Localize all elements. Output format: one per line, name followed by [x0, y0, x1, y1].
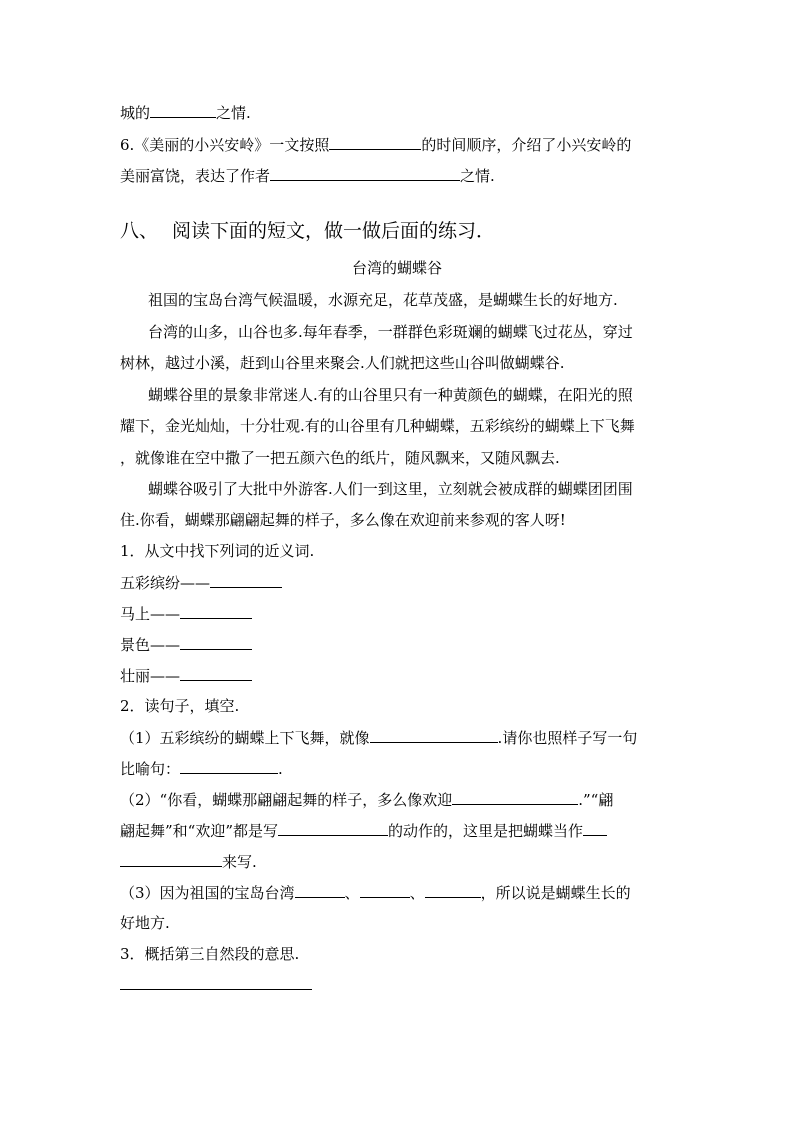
- passage-line: 耀下，金光灿灿，十分壮观.有的山谷里有几种蝴蝶，五彩缤纷的蝴蝶上下飞舞: [120, 417, 635, 435]
- fill-blank[interactable]: [180, 665, 252, 681]
- q2-line: （3）因为祖国的宝岛台湾 、 、 ，所以说是蝴蝶生长的: [120, 884, 631, 902]
- q6-line-2: 美丽富饶，表达了作者 之情.: [120, 167, 495, 185]
- fill-blank[interactable]: [270, 165, 460, 181]
- fill-blank[interactable]: [583, 820, 607, 836]
- q1-item: 五彩缤纷——: [120, 572, 282, 593]
- section-title: 阅读下面的短文，做一做后面的练习．: [172, 220, 496, 242]
- fill-blank[interactable]: [180, 758, 278, 774]
- passage-line: 祖国的宝岛台湾气候温暖，水源充足，花草茂盛，是蝴蝶生长的好地方.: [148, 291, 618, 309]
- passage-line: 住.你看，蝴蝶那翩翩起舞的样子，多么像在欢迎前来参观的客人呀!: [120, 511, 566, 529]
- q1-item: 景色——: [120, 634, 252, 655]
- q3-prompt: 3．概括第三自然段的意思.: [120, 945, 300, 963]
- q2-line: 比喻句： .: [120, 760, 283, 778]
- fill-blank[interactable]: [180, 634, 252, 650]
- q1-item: 壮丽——: [120, 665, 252, 686]
- section-number: 八、: [120, 220, 159, 242]
- q2-line: （2）“你看，蝴蝶那翩翩起舞的样子，多么像欢迎 .”“翩: [120, 791, 614, 809]
- passage-title: 台湾的蝴蝶谷: [351, 259, 442, 277]
- q5-continuation: 城的 之情.: [120, 104, 251, 122]
- fill-blank[interactable]: [180, 603, 252, 619]
- passage-line: 台湾的山多，山谷也多.每年春季，一群群色彩斑斓的蝴蝶飞过花丛，穿过: [148, 323, 633, 341]
- fill-blank[interactable]: [278, 820, 388, 836]
- fill-blank[interactable]: [425, 882, 481, 898]
- q2-line: （1）五彩缤纷的蝴蝶上下飞舞，就像 .请你也照样子写一句: [120, 729, 638, 747]
- passage-line: 蝴蝶谷吸引了大批中外游客.人们一到这里，立刻就会被成群的蝴蝶团团围: [148, 480, 633, 498]
- fill-blank[interactable]: [210, 572, 282, 588]
- fill-blank[interactable]: [295, 882, 345, 898]
- fill-blank[interactable]: [150, 102, 216, 118]
- section-heading: [120, 218, 495, 244]
- q1-prompt: 1．从文中找下列词的近义词.: [120, 542, 315, 560]
- q2-line: 来写.: [120, 851, 257, 872]
- fill-blank[interactable]: [360, 882, 410, 898]
- passage-line: 蝴蝶谷里的景象非常迷人.有的山谷里只有一种黄颜色的蝴蝶，在阳光的照: [148, 386, 633, 404]
- q2-line: 翩起舞”和“欢迎”都是写 的动作的，这里是把蝴蝶当作: [120, 820, 607, 841]
- q2-line: 好地方.: [120, 914, 170, 932]
- fill-blank[interactable]: [329, 134, 421, 150]
- passage-line: 树林，越过小溪，赶到山谷里来聚会.人们就把这些山谷叫做蝴蝶谷.: [120, 354, 565, 372]
- fill-blank[interactable]: [370, 727, 498, 743]
- passage-line: ，就像谁在空中撒了一把五颜六色的纸片，随风飘来，又随风飘去.: [120, 449, 560, 467]
- fill-blank[interactable]: [452, 789, 578, 805]
- q1-item: 马上——: [120, 603, 252, 624]
- q2-prompt: 2．读句子，填空.: [120, 697, 240, 715]
- fill-blank[interactable]: [120, 851, 222, 867]
- answer-line[interactable]: [120, 989, 312, 990]
- q6-line-1: 6.《美丽的小兴安岭》一文按照 的时间顺序，介绍了小兴安岭的: [120, 136, 632, 154]
